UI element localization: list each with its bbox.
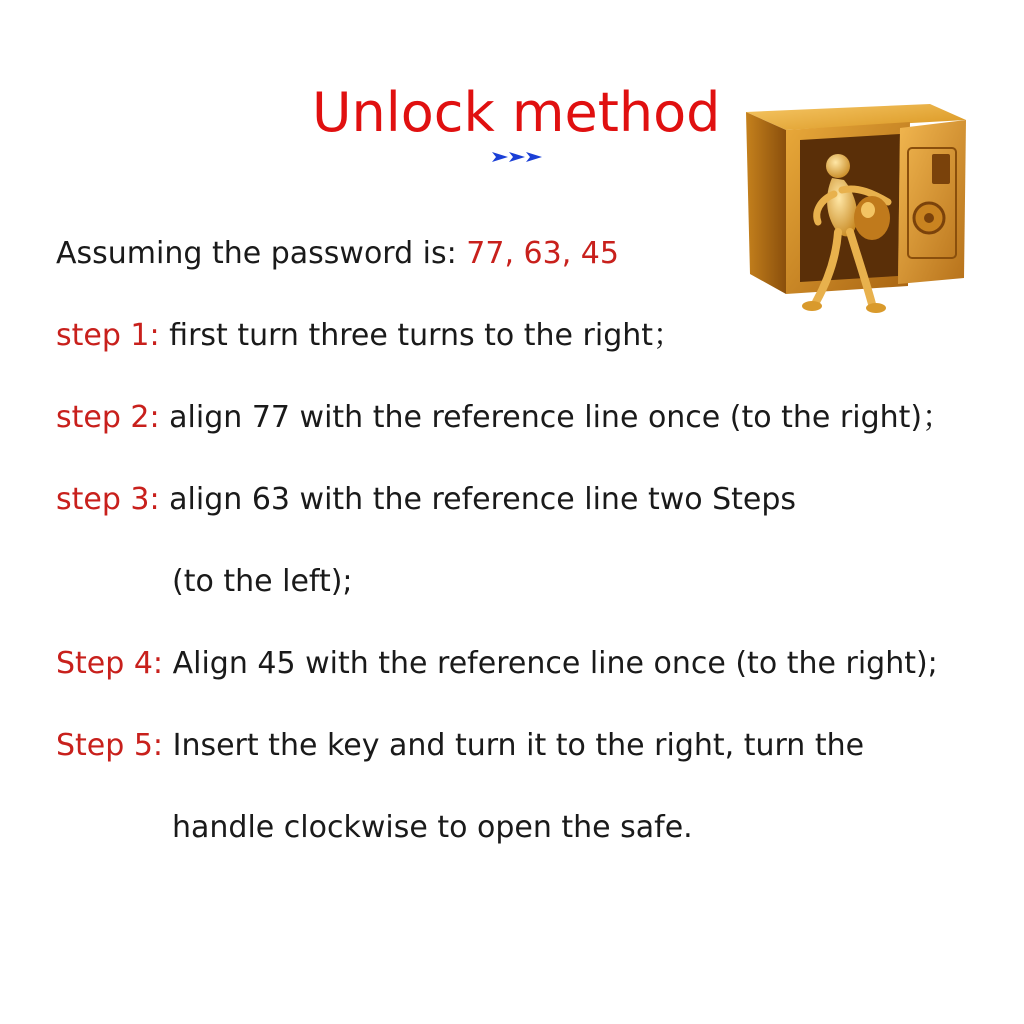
- step-5-label: Step 5:: [56, 728, 164, 763]
- step-3-continuation: (to the left);: [172, 564, 353, 599]
- step-5-line: [56, 726, 864, 766]
- step-2-label: step 2:: [56, 400, 160, 435]
- password-prefix: Assuming the password is:: [56, 236, 467, 271]
- step-4-line: [56, 644, 938, 684]
- step-3-label: step 3:: [56, 482, 160, 517]
- gold-safe-illustration: [740, 98, 970, 320]
- step-2-text: align 77 with the reference line once (to the right)；: [169, 400, 953, 435]
- step-1-text: first turn three turns to the right；: [169, 318, 684, 353]
- step-5-continuation: handle clockwise to open the safe.: [172, 810, 693, 845]
- password-line: [56, 234, 619, 274]
- step-4-text: Align 45 with the reference line once (to the right);: [172, 646, 938, 681]
- step-3-line: [56, 480, 796, 520]
- step-3-text: align 63 with the reference line two Steps: [169, 482, 797, 517]
- page-title: Unlock method: [312, 81, 721, 144]
- triple-arrow-right-icon: [492, 150, 544, 164]
- step-1-line: [56, 316, 683, 356]
- step-4-label: Step 4:: [56, 646, 164, 681]
- password-value: 77, 63, 45: [466, 236, 619, 271]
- step-1-label: step 1:: [56, 318, 160, 353]
- step-2-line: [56, 398, 952, 438]
- step-5-text: Insert the key and turn it to the right, turn the: [172, 728, 865, 763]
